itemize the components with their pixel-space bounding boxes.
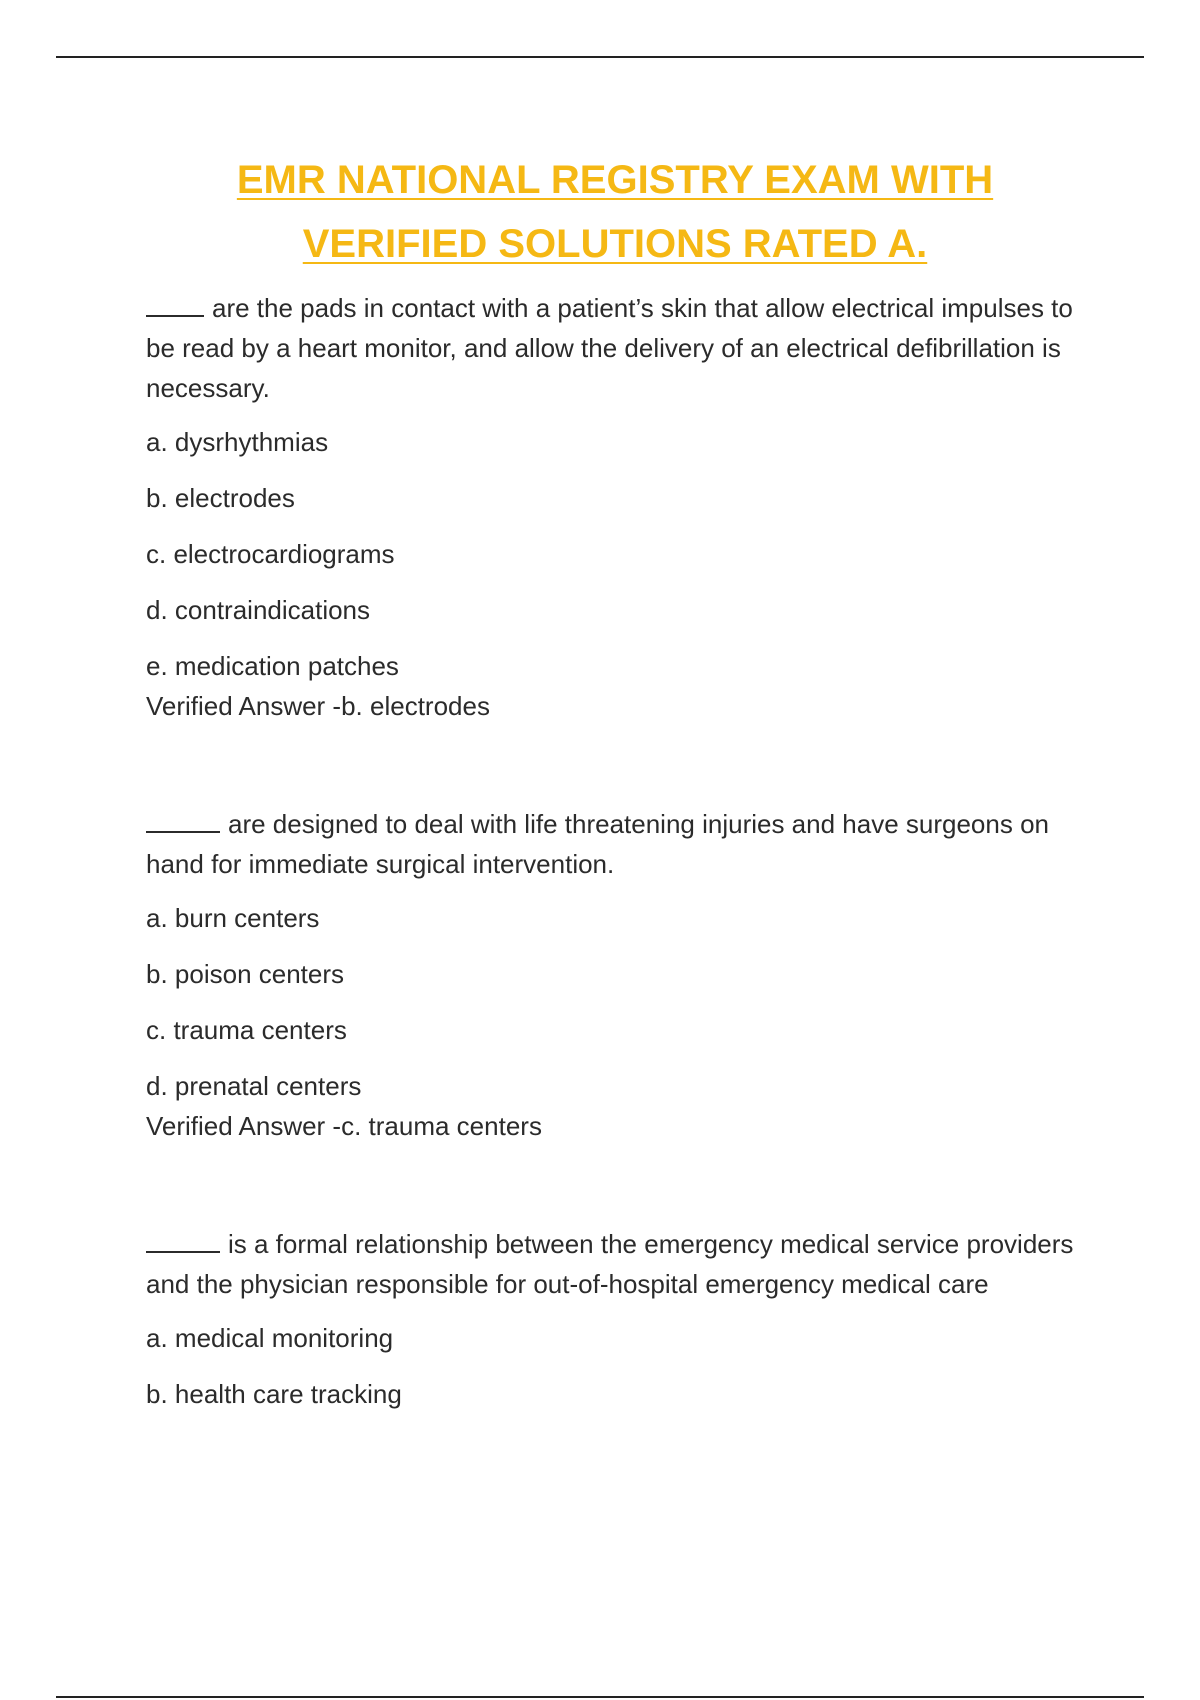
document-title xyxy=(0,148,1200,276)
answer-blank xyxy=(146,1225,220,1253)
stem-text: are designed to deal with life threatening injuries and have surgeons on hand for immediate surgical intervention. xyxy=(146,809,1049,879)
bottom-rule xyxy=(56,1696,1144,1698)
option-b: b. electrodes xyxy=(146,483,295,513)
title-line-1: EMR NATIONAL REGISTRY EXAM WITH xyxy=(236,158,994,202)
option-a: a. dysrhythmias xyxy=(146,427,329,457)
option-d: d. contraindications xyxy=(146,595,371,625)
answer-blank xyxy=(146,805,220,833)
stem-text: are the pads in contact with a patient’s skin that allow electrical impulses to be read by a heart monitor, and allow the delivery of an electrical defibrillation is necessary. xyxy=(146,293,1073,403)
option-a: a. medical monitoring xyxy=(146,1323,394,1353)
top-rule xyxy=(56,56,1144,58)
question-stem xyxy=(146,288,1096,408)
option-b: b. poison centers xyxy=(146,959,345,989)
questions-list xyxy=(146,288,1096,1492)
option-a: a. burn centers xyxy=(146,903,320,933)
question-stem xyxy=(146,804,1096,884)
question-stem xyxy=(146,1224,1096,1304)
option-d: d. prenatal centers xyxy=(146,1071,362,1101)
verified-answer: Verified Answer -c. trauma centers xyxy=(146,1111,542,1141)
option-c: c. electrocardiograms xyxy=(146,539,395,569)
answer-blank xyxy=(146,289,204,317)
question-3 xyxy=(146,1224,1096,1414)
question-2 xyxy=(146,804,1096,1146)
title-line-2: VERIFIED SOLUTIONS RATED A. xyxy=(302,222,928,266)
option-b: b. health care tracking xyxy=(146,1379,402,1409)
stem-text: is a formal relationship between the emergency medical service providers and the physician responsible for out-of-hospital emergency medical care xyxy=(146,1229,1074,1299)
option-c: c. trauma centers xyxy=(146,1015,347,1045)
verified-answer: Verified Answer -b. electrodes xyxy=(146,691,490,721)
option-e: e. medication patches xyxy=(146,651,399,681)
question-1 xyxy=(146,288,1096,726)
